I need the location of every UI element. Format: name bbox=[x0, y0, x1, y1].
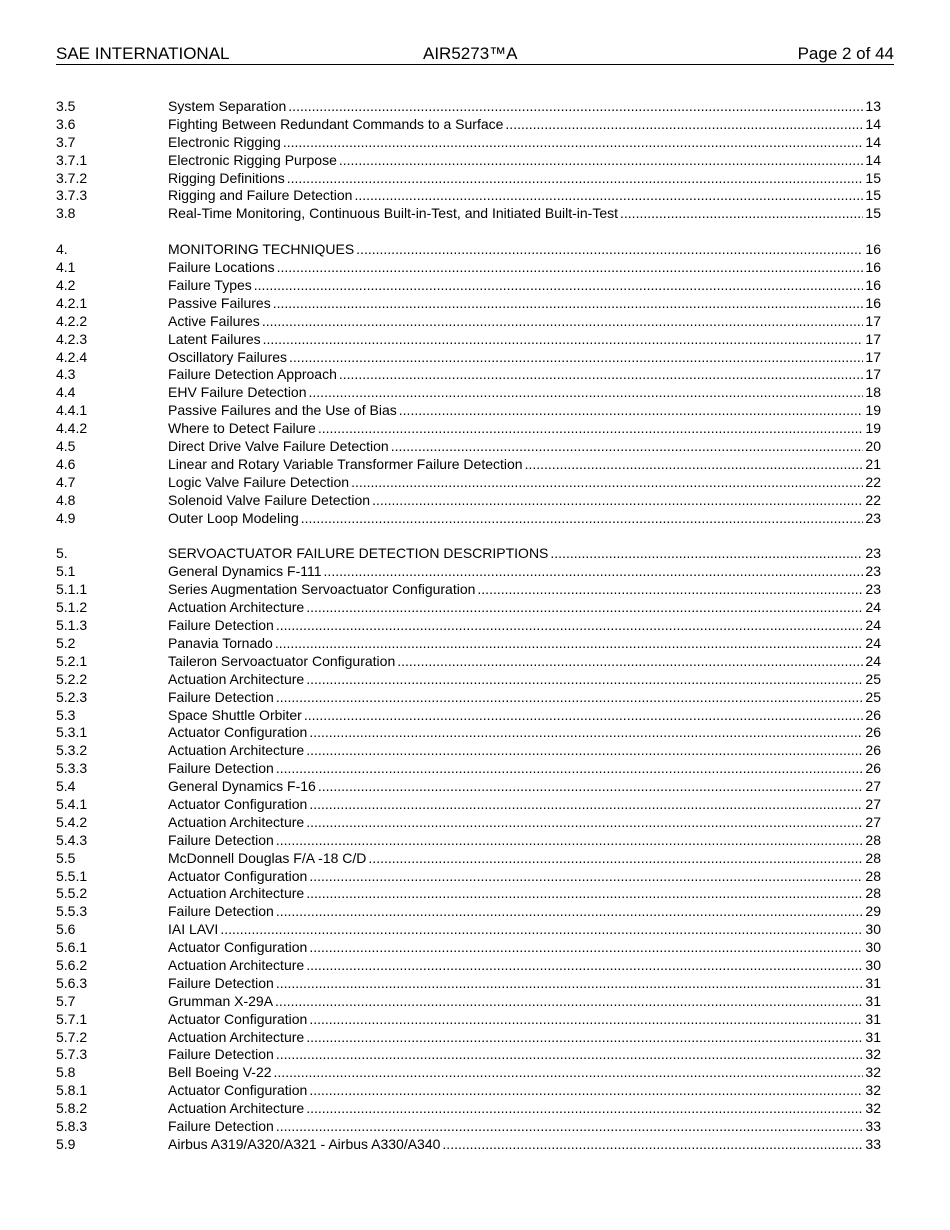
toc-entry-title: Actuation Architecture bbox=[168, 885, 305, 902]
toc-entry-title: Active Failures bbox=[168, 312, 260, 329]
toc-entry-number: 5.2 bbox=[56, 634, 76, 651]
toc-dot-leader bbox=[275, 635, 864, 653]
toc-entry-page: 15 bbox=[865, 187, 881, 204]
toc-entry-title: Actuation Architecture bbox=[168, 599, 305, 616]
toc-entry[interactable] bbox=[56, 510, 881, 528]
toc-entry[interactable] bbox=[56, 1082, 881, 1100]
toc-entry[interactable] bbox=[56, 689, 881, 707]
toc-entry-number: 5.1.2 bbox=[56, 599, 88, 616]
toc-entry-title: Latent Failures bbox=[168, 330, 261, 347]
table-of-contents bbox=[56, 98, 881, 1172]
toc-entry[interactable] bbox=[56, 1100, 881, 1118]
toc-entry-title: Fighting Between Redundant Commands to a Surface bbox=[168, 115, 504, 132]
toc-dot-leader bbox=[306, 599, 863, 617]
toc-entry-title: Rigging and Failure Detection bbox=[168, 187, 353, 204]
toc-entry-title: Actuator Configuration bbox=[168, 795, 308, 812]
header-page-number: Page 2 of 44 bbox=[797, 44, 894, 63]
toc-entry[interactable] bbox=[56, 152, 881, 170]
toc-entry[interactable] bbox=[56, 241, 881, 259]
toc-entry-title: Failure Detection bbox=[168, 760, 274, 777]
toc-entry-number: 4.2 bbox=[56, 277, 76, 294]
toc-dot-leader bbox=[309, 939, 863, 957]
toc-entry-title: Actuation Architecture bbox=[168, 956, 305, 973]
toc-entry-title: IAI LAVI bbox=[168, 921, 219, 938]
toc-entry[interactable] bbox=[56, 277, 881, 295]
toc-entry-number: 4. bbox=[56, 241, 68, 258]
toc-dot-leader bbox=[324, 563, 864, 581]
toc-dot-leader bbox=[309, 1011, 863, 1029]
toc-entry-page: 30 bbox=[865, 939, 881, 956]
toc-entry-page: 24 bbox=[865, 617, 881, 634]
toc-dot-leader bbox=[306, 1100, 863, 1118]
toc-dot-leader bbox=[306, 957, 863, 975]
toc-entry[interactable] bbox=[56, 170, 881, 188]
toc-entry-number: 4.4.2 bbox=[56, 420, 88, 437]
toc-entry-page: 27 bbox=[865, 813, 881, 830]
toc-entry-number: 5.4 bbox=[56, 778, 76, 795]
toc-entry-number: 5.3 bbox=[56, 706, 76, 723]
toc-entry-title: Series Augmentation Servoactuator Configuration bbox=[168, 581, 476, 598]
toc-entry-number: 5.8.2 bbox=[56, 1100, 88, 1117]
toc-entry-number: 4.5 bbox=[56, 438, 76, 455]
toc-entry-title: Space Shuttle Orbiter bbox=[168, 706, 302, 723]
toc-entry[interactable] bbox=[56, 760, 881, 778]
toc-entry[interactable] bbox=[56, 420, 881, 438]
toc-entry-page: 27 bbox=[865, 795, 881, 812]
toc-entry-page: 31 bbox=[865, 992, 881, 1009]
toc-entry-number: 5.6 bbox=[56, 921, 76, 938]
toc-entry-title: Failure Locations bbox=[168, 259, 275, 276]
toc-entry-number: 4.4 bbox=[56, 384, 76, 401]
toc-entry-number: 5.3.2 bbox=[56, 742, 88, 759]
toc-dot-leader bbox=[620, 205, 863, 223]
toc-entry-number: 5.2.1 bbox=[56, 652, 88, 669]
toc-entry-page: 16 bbox=[865, 259, 881, 276]
toc-entry-page: 32 bbox=[865, 1064, 881, 1081]
toc-dot-leader bbox=[505, 116, 863, 134]
toc-entry-page: 23 bbox=[865, 545, 881, 562]
toc-entry-number: 4.2.2 bbox=[56, 312, 88, 329]
toc-entry-title: Electronic Rigging bbox=[168, 133, 281, 150]
toc-entry-page: 18 bbox=[865, 384, 881, 401]
toc-entry-number: 5.2.2 bbox=[56, 670, 88, 687]
toc-entry-title: Oscillatory Failures bbox=[168, 348, 288, 365]
toc-dot-leader bbox=[287, 170, 864, 188]
toc-dot-leader bbox=[254, 277, 864, 295]
toc-entry-page: 25 bbox=[865, 670, 881, 687]
header-organization: SAE INTERNATIONAL bbox=[56, 44, 230, 63]
toc-entry[interactable] bbox=[56, 331, 881, 349]
toc-entry-title: Actuation Architecture bbox=[168, 1100, 305, 1117]
toc-entry-page: 30 bbox=[865, 921, 881, 938]
toc-entry-title: Failure Detection bbox=[168, 974, 274, 991]
toc-entry[interactable] bbox=[56, 384, 881, 402]
toc-entry[interactable] bbox=[56, 116, 881, 134]
toc-entry-page: 32 bbox=[865, 1046, 881, 1063]
toc-entry-number: 4.2.1 bbox=[56, 294, 88, 311]
toc-dot-leader bbox=[304, 707, 864, 725]
toc-entry-number: 5.7.1 bbox=[56, 1010, 88, 1027]
toc-entry-number: 3.8 bbox=[56, 205, 76, 222]
toc-entry-number: 4.7 bbox=[56, 473, 76, 490]
toc-entry-title: Actuator Configuration bbox=[168, 939, 308, 956]
toc-entry-number: 5.7.2 bbox=[56, 1028, 88, 1045]
toc-entry-page: 19 bbox=[865, 420, 881, 437]
toc-entry[interactable] bbox=[56, 868, 881, 886]
toc-entry-title: Passive Failures and the Use of Bias bbox=[168, 402, 397, 419]
toc-entry-title: Failure Detection bbox=[168, 903, 274, 920]
toc-entry[interactable] bbox=[56, 975, 881, 993]
toc-entry[interactable] bbox=[56, 313, 881, 331]
toc-dot-leader bbox=[276, 689, 864, 707]
toc-entry[interactable] bbox=[56, 832, 881, 850]
toc-entry[interactable] bbox=[56, 903, 881, 921]
toc-entry-page: 24 bbox=[865, 599, 881, 616]
toc-entry[interactable] bbox=[56, 1011, 881, 1029]
toc-entry-title: Airbus A319/A320/A321 - Airbus A330/A340 bbox=[168, 1135, 441, 1152]
toc-entry-title: MONITORING TECHNIQUES bbox=[168, 241, 355, 258]
toc-dot-leader bbox=[339, 152, 864, 170]
toc-entry-title: Logic Valve Failure Detection bbox=[168, 473, 350, 490]
toc-entry-page: 27 bbox=[865, 778, 881, 795]
toc-entry-page: 16 bbox=[865, 241, 881, 258]
toc-entry-number: 3.7.2 bbox=[56, 169, 88, 186]
toc-dot-leader bbox=[351, 474, 863, 492]
toc-entry-page: 26 bbox=[865, 724, 881, 741]
toc-entry-title: Actuation Architecture bbox=[168, 1028, 305, 1045]
toc-entry-page: 24 bbox=[865, 652, 881, 669]
toc-entry-number: 5.6.2 bbox=[56, 956, 88, 973]
toc-entry[interactable] bbox=[56, 98, 881, 116]
toc-entry[interactable] bbox=[56, 438, 881, 456]
toc-section bbox=[56, 241, 881, 527]
toc-entry[interactable] bbox=[56, 724, 881, 742]
toc-entry-title: Electronic Rigging Purpose bbox=[168, 151, 337, 168]
toc-entry-title: Actuator Configuration bbox=[168, 1082, 308, 1099]
toc-entry[interactable] bbox=[56, 742, 881, 760]
toc-entry-number: 5.8.3 bbox=[56, 1117, 88, 1134]
toc-entry[interactable] bbox=[56, 563, 881, 581]
toc-dot-leader bbox=[356, 241, 863, 259]
toc-entry-number: 3.5 bbox=[56, 98, 76, 114]
toc-entry-number: 5. bbox=[56, 545, 68, 562]
toc-entry-number: 5.6.3 bbox=[56, 974, 88, 991]
toc-dot-leader bbox=[525, 456, 864, 474]
toc-section bbox=[56, 545, 881, 1153]
toc-entry-page: 26 bbox=[865, 706, 881, 723]
toc-entry-page: 13 bbox=[865, 98, 881, 114]
toc-entry-number: 4.2.4 bbox=[56, 348, 88, 365]
toc-entry-page: 28 bbox=[865, 831, 881, 848]
toc-entry-title: SERVOACTUATOR FAILURE DETECTION DESCRIPTIONS bbox=[168, 545, 549, 562]
toc-entry-number: 4.1 bbox=[56, 259, 76, 276]
toc-entry-page: 23 bbox=[865, 509, 881, 526]
toc-entry-page: 24 bbox=[865, 634, 881, 651]
toc-entry-number: 5.8 bbox=[56, 1064, 76, 1081]
toc-entry-number: 4.9 bbox=[56, 509, 76, 526]
toc-entry[interactable] bbox=[56, 850, 881, 868]
toc-dot-leader bbox=[306, 885, 863, 903]
toc-entry-number: 4.4.1 bbox=[56, 402, 88, 419]
toc-entry-page: 16 bbox=[865, 277, 881, 294]
toc-dot-leader bbox=[274, 1064, 864, 1082]
toc-entry[interactable] bbox=[56, 921, 881, 939]
toc-entry[interactable] bbox=[56, 187, 881, 205]
toc-entry[interactable] bbox=[56, 707, 881, 725]
toc-entry-title: Linear and Rotary Variable Transformer Failure Detection bbox=[168, 455, 523, 472]
toc-entry-page: 15 bbox=[865, 169, 881, 186]
toc-dot-leader bbox=[276, 617, 864, 635]
toc-dot-leader bbox=[309, 868, 863, 886]
toc-dot-leader bbox=[309, 724, 863, 742]
toc-entry-page: 16 bbox=[865, 294, 881, 311]
toc-entry-page: 30 bbox=[865, 956, 881, 973]
toc-entry[interactable] bbox=[56, 1046, 881, 1064]
toc-entry-page: 22 bbox=[865, 473, 881, 490]
toc-entry[interactable] bbox=[56, 635, 881, 653]
toc-dot-leader bbox=[397, 653, 863, 671]
toc-entry-number: 4.8 bbox=[56, 491, 76, 508]
toc-entry-number: 5.5.1 bbox=[56, 867, 88, 884]
toc-entry-page: 31 bbox=[865, 1010, 881, 1027]
toc-dot-leader bbox=[306, 671, 863, 689]
toc-entry-page: 26 bbox=[865, 760, 881, 777]
toc-entry[interactable] bbox=[56, 134, 881, 152]
toc-entry[interactable] bbox=[56, 349, 881, 367]
toc-entry-page: 29 bbox=[865, 903, 881, 920]
toc-entry-page: 22 bbox=[865, 491, 881, 508]
toc-entry-page: 15 bbox=[865, 205, 881, 222]
toc-entry-title: Grumman X-29A bbox=[168, 992, 274, 1009]
toc-entry-title: Taileron Servoactuator Configuration bbox=[168, 652, 396, 669]
toc-entry-page: 23 bbox=[865, 581, 881, 598]
toc-entry[interactable] bbox=[56, 545, 881, 563]
toc-dot-leader bbox=[220, 921, 863, 939]
toc-entry[interactable] bbox=[56, 885, 881, 903]
toc-entry-title: Where to Detect Failure bbox=[168, 420, 316, 437]
toc-entry-page: 33 bbox=[865, 1117, 881, 1134]
toc-entry-page: 23 bbox=[865, 563, 881, 580]
toc-dot-leader bbox=[306, 1029, 863, 1047]
toc-entry[interactable] bbox=[56, 778, 881, 796]
toc-entry-number: 4.6 bbox=[56, 455, 76, 472]
toc-entry-number: 5.1.3 bbox=[56, 617, 88, 634]
toc-entry[interactable] bbox=[56, 456, 881, 474]
toc-entry-number: 5.1.1 bbox=[56, 581, 88, 598]
toc-entry[interactable] bbox=[56, 205, 881, 223]
toc-entry[interactable] bbox=[56, 796, 881, 814]
toc-dot-leader bbox=[306, 814, 863, 832]
toc-entry-page: 19 bbox=[865, 402, 881, 419]
toc-entry-page: 31 bbox=[865, 1028, 881, 1045]
toc-entry-number: 5.9 bbox=[56, 1135, 76, 1152]
toc-entry-number: 5.5.2 bbox=[56, 885, 88, 902]
toc-entry-title: Actuation Architecture bbox=[168, 742, 305, 759]
toc-entry-page: 28 bbox=[865, 885, 881, 902]
toc-section bbox=[56, 98, 881, 223]
toc-entry[interactable] bbox=[56, 492, 881, 510]
toc-dot-leader bbox=[288, 98, 863, 116]
toc-entry-page: 20 bbox=[865, 438, 881, 455]
toc-dot-leader bbox=[339, 366, 864, 384]
toc-dot-leader bbox=[277, 259, 864, 277]
toc-entry-page: 14 bbox=[865, 115, 881, 132]
toc-dot-leader bbox=[275, 993, 863, 1011]
toc-entry-title: McDonnell Douglas F/A -18 C/D bbox=[168, 849, 367, 866]
toc-entry-number: 5.2.3 bbox=[56, 688, 88, 705]
toc-entry-title: Failure Detection Approach bbox=[168, 366, 337, 383]
toc-entry[interactable] bbox=[56, 366, 881, 384]
toc-entry-page: 32 bbox=[865, 1100, 881, 1117]
toc-entry-title: Failure Detection bbox=[168, 831, 274, 848]
toc-entry-title: Outer Loop Modeling bbox=[168, 509, 299, 526]
toc-entry-title: System Separation bbox=[168, 98, 287, 114]
toc-entry-title: General Dynamics F-16 bbox=[168, 778, 316, 795]
toc-entry[interactable] bbox=[56, 957, 881, 975]
toc-entry-title: Actuation Architecture bbox=[168, 813, 305, 830]
toc-entry-page: 14 bbox=[865, 133, 881, 150]
toc-dot-leader bbox=[276, 1118, 864, 1136]
toc-entry-title: Failure Detection bbox=[168, 1117, 274, 1134]
toc-entry-page: 31 bbox=[865, 974, 881, 991]
toc-dot-leader bbox=[354, 187, 863, 205]
toc-entry[interactable] bbox=[56, 295, 881, 313]
toc-entry-title: Actuator Configuration bbox=[168, 724, 308, 741]
toc-entry-page: 14 bbox=[865, 151, 881, 168]
toc-entry-title: Bell Boeing V-22 bbox=[168, 1064, 272, 1081]
toc-dot-leader bbox=[442, 1136, 863, 1154]
toc-entry-number: 5.4.3 bbox=[56, 831, 88, 848]
toc-dot-leader bbox=[550, 545, 863, 563]
toc-dot-leader bbox=[368, 850, 863, 868]
toc-entry-title: Passive Failures bbox=[168, 294, 271, 311]
toc-entry[interactable] bbox=[56, 814, 881, 832]
toc-entry-page: 17 bbox=[865, 366, 881, 383]
toc-entry-page: 17 bbox=[865, 330, 881, 347]
toc-dot-leader bbox=[318, 778, 864, 796]
toc-entry-page: 25 bbox=[865, 688, 881, 705]
toc-entry[interactable] bbox=[56, 1136, 881, 1154]
toc-entry-number: 4.2.3 bbox=[56, 330, 88, 347]
toc-entry-number: 3.7.3 bbox=[56, 187, 88, 204]
toc-dot-leader bbox=[276, 1046, 864, 1064]
toc-entry-title: Failure Types bbox=[168, 277, 252, 294]
toc-entry-number: 5.7.3 bbox=[56, 1046, 88, 1063]
toc-entry-number: 3.7 bbox=[56, 133, 76, 150]
toc-dot-leader bbox=[306, 742, 863, 760]
toc-entry[interactable] bbox=[56, 617, 881, 635]
toc-entry[interactable] bbox=[56, 1029, 881, 1047]
toc-entry-title: Actuator Configuration bbox=[168, 867, 308, 884]
toc-entry[interactable] bbox=[56, 599, 881, 617]
toc-entry-title: Rigging Definitions bbox=[168, 169, 285, 186]
toc-entry-number: 5.8.1 bbox=[56, 1082, 88, 1099]
toc-dot-leader bbox=[309, 796, 863, 814]
toc-entry-number: 5.5 bbox=[56, 849, 76, 866]
toc-entry-number: 3.6 bbox=[56, 115, 76, 132]
toc-entry-title: EHV Failure Detection bbox=[168, 384, 307, 401]
toc-entry[interactable] bbox=[56, 993, 881, 1011]
toc-dot-leader bbox=[399, 402, 864, 420]
toc-entry-number: 4.3 bbox=[56, 366, 76, 383]
toc-entry-number: 5.3.3 bbox=[56, 760, 88, 777]
toc-entry-page: 17 bbox=[865, 312, 881, 329]
toc-entry-number: 3.7.1 bbox=[56, 151, 88, 168]
toc-entry-number: 5.6.1 bbox=[56, 939, 88, 956]
toc-dot-leader bbox=[477, 581, 863, 599]
toc-entry-title: Solenoid Valve Failure Detection bbox=[168, 491, 371, 508]
toc-entry[interactable] bbox=[56, 474, 881, 492]
toc-dot-leader bbox=[309, 1082, 863, 1100]
toc-entry-number: 5.5.3 bbox=[56, 903, 88, 920]
toc-entry-page: 21 bbox=[865, 455, 881, 472]
toc-entry[interactable] bbox=[56, 1118, 881, 1136]
toc-dot-leader bbox=[276, 903, 864, 921]
toc-entry[interactable] bbox=[56, 939, 881, 957]
toc-entry-title: Real-Time Monitoring, Continuous Built-in-Test, and Initiated Built-in-Test bbox=[168, 205, 619, 222]
header-document-id: AIR5273™A bbox=[423, 44, 518, 63]
toc-dot-leader bbox=[289, 349, 863, 367]
toc-entry[interactable] bbox=[56, 259, 881, 277]
toc-entry[interactable] bbox=[56, 402, 881, 420]
toc-entry-title: General Dynamics F-111 bbox=[168, 563, 322, 580]
toc-entry-page: 28 bbox=[865, 867, 881, 884]
toc-entry-page: 33 bbox=[865, 1135, 881, 1152]
page-header bbox=[56, 44, 894, 65]
toc-entry-title: Actuation Architecture bbox=[168, 670, 305, 687]
toc-entry-title: Failure Detection bbox=[168, 617, 274, 634]
toc-dot-leader bbox=[309, 384, 864, 402]
toc-entry[interactable] bbox=[56, 671, 881, 689]
toc-dot-leader bbox=[276, 975, 864, 993]
toc-dot-leader bbox=[301, 510, 864, 528]
toc-entry-page: 17 bbox=[865, 348, 881, 365]
toc-entry-title: Direct Drive Valve Failure Detection bbox=[168, 438, 389, 455]
toc-dot-leader bbox=[283, 134, 864, 152]
toc-entry-page: 26 bbox=[865, 742, 881, 759]
toc-dot-leader bbox=[391, 438, 864, 456]
toc-dot-leader bbox=[276, 760, 864, 778]
toc-entry[interactable] bbox=[56, 581, 881, 599]
toc-dot-leader bbox=[318, 420, 864, 438]
toc-dot-leader bbox=[273, 295, 864, 313]
toc-entry-page: 32 bbox=[865, 1082, 881, 1099]
toc-entry[interactable] bbox=[56, 1064, 881, 1082]
toc-entry-number: 5.3.1 bbox=[56, 724, 88, 741]
toc-entry-number: 5.4.2 bbox=[56, 813, 88, 830]
toc-dot-leader bbox=[276, 832, 864, 850]
toc-dot-leader bbox=[262, 313, 864, 331]
toc-entry-title: Failure Detection bbox=[168, 688, 274, 705]
toc-entry-number: 5.7 bbox=[56, 992, 76, 1009]
toc-entry[interactable] bbox=[56, 653, 881, 671]
toc-entry-number: 5.4.1 bbox=[56, 795, 88, 812]
toc-entry-title: Actuator Configuration bbox=[168, 1010, 308, 1027]
toc-dot-leader bbox=[372, 492, 863, 510]
toc-entry-page: 28 bbox=[865, 849, 881, 866]
toc-dot-leader bbox=[263, 331, 864, 349]
toc-entry-number: 5.1 bbox=[56, 563, 76, 580]
toc-entry-title: Panavia Tornado bbox=[168, 634, 273, 651]
toc-entry-title: Failure Detection bbox=[168, 1046, 274, 1063]
